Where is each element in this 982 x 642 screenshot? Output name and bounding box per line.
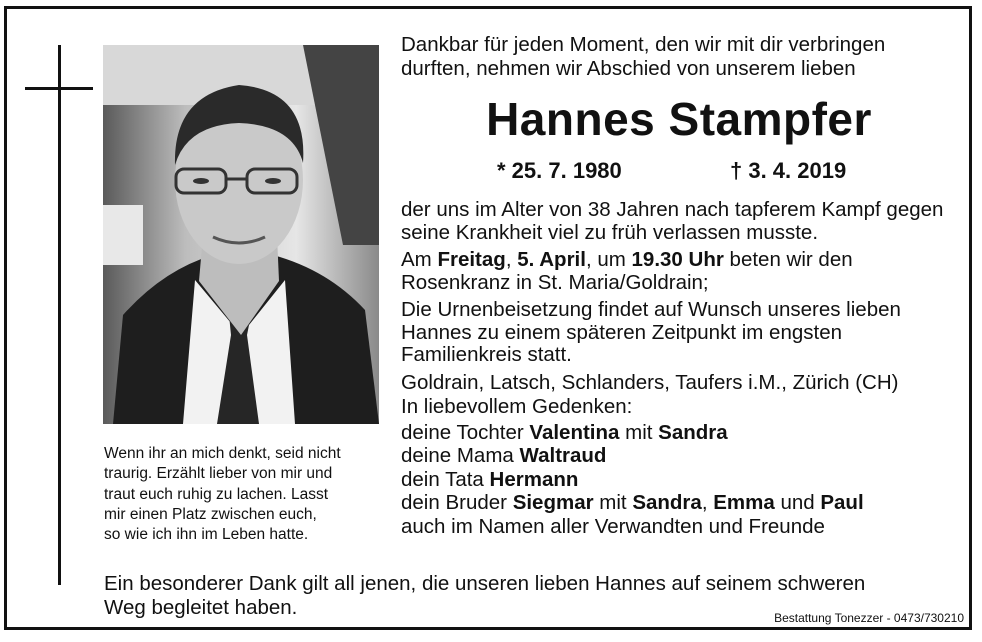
notice-body <box>401 199 966 538</box>
family-father <box>401 468 966 492</box>
rosary-day: Freitag <box>437 248 506 271</box>
family-daughter <box>401 421 966 445</box>
brother-mid1: mit <box>593 491 633 514</box>
death-date: † 3. 4. 2019 <box>730 158 847 183</box>
mother-name: Waltraud <box>519 444 607 467</box>
funeral-home-contact: Bestattung Tonezzer - 0473/730210 <box>774 611 964 625</box>
rosary-date: 5. April <box>517 248 586 271</box>
thanks-text: Ein besonderer Dank gilt all jenen, die unseren lieben Hannes auf seinem schweren Weg begleitet haben. <box>104 572 866 619</box>
rosary-comma: , <box>505 248 518 271</box>
intro-text: Dankbar für jeden Moment, den wir mit dir verbringen durften, nehmen wir Abschied von unserem lieben <box>401 33 886 80</box>
daughter-mid: mit <box>619 420 659 444</box>
brother-prefix: dein Bruder <box>401 491 513 514</box>
daughter-name: Valentina <box>529 420 620 444</box>
brother-mid2: , <box>701 491 714 514</box>
brother-partner-name: Sandra <box>632 491 702 514</box>
portrait-photo <box>103 45 379 424</box>
brother-child2-name: Paul <box>820 491 864 514</box>
father-prefix: dein Tata <box>401 467 490 491</box>
rosary-rest: beten wir den Rosenkranz in St. Maria/Goldrain; <box>401 248 853 294</box>
places-text: Goldrain, Latsch, Schlanders, Taufers i.M., Zürich (CH) <box>401 370 899 394</box>
father-name: Hermann <box>489 467 579 491</box>
daughter-prefix: deine Tochter <box>401 420 530 444</box>
family-relatives: auch im Namen aller Verwandten und Freunde <box>401 514 825 538</box>
cross-horizontal-bar <box>25 87 93 90</box>
portrait-illustration <box>103 45 379 424</box>
family-list <box>401 421 966 539</box>
brother-child1-name: Emma <box>713 491 775 514</box>
memory-heading: In liebevollem Gedenken: <box>401 395 633 418</box>
rosary-um: , um <box>585 248 632 271</box>
brother-name: Siegmar <box>512 491 594 514</box>
memorial-quote: Wenn ihr an mich denkt, seid nicht traurig. Erzählt lieber von mir und traut euch ruhig zu lachen. Lasst mir einen Platz zwischen euch, so wie ich ihn im Leben hatte. <box>104 445 341 544</box>
mother-prefix: deine Mama <box>401 444 520 467</box>
family-mother <box>401 444 966 468</box>
rosary-text <box>401 249 966 294</box>
rosary-am: Am <box>401 248 438 271</box>
urn-burial-text: Die Urnenbeisetzung findet auf Wunsch unseres lieben Hannes zu einem späteren Zeitpunkt im engsten Familienkreis statt. <box>401 298 901 366</box>
passing-text: der uns im Alter von 38 Jahren nach tapferem Kampf gegen seine Krankheit viel zu früh verlassen musste. <box>401 198 944 244</box>
daughter-partner-name: Sandra <box>658 420 728 444</box>
deceased-name: Hannes Stampfer <box>486 93 872 145</box>
cross-vertical-bar <box>58 45 61 585</box>
brother-mid3: und <box>774 491 821 514</box>
family-brother <box>401 491 966 515</box>
rosary-time: 19.30 Uhr <box>631 248 724 271</box>
birth-date: * 25. 7. 1980 <box>497 158 622 183</box>
